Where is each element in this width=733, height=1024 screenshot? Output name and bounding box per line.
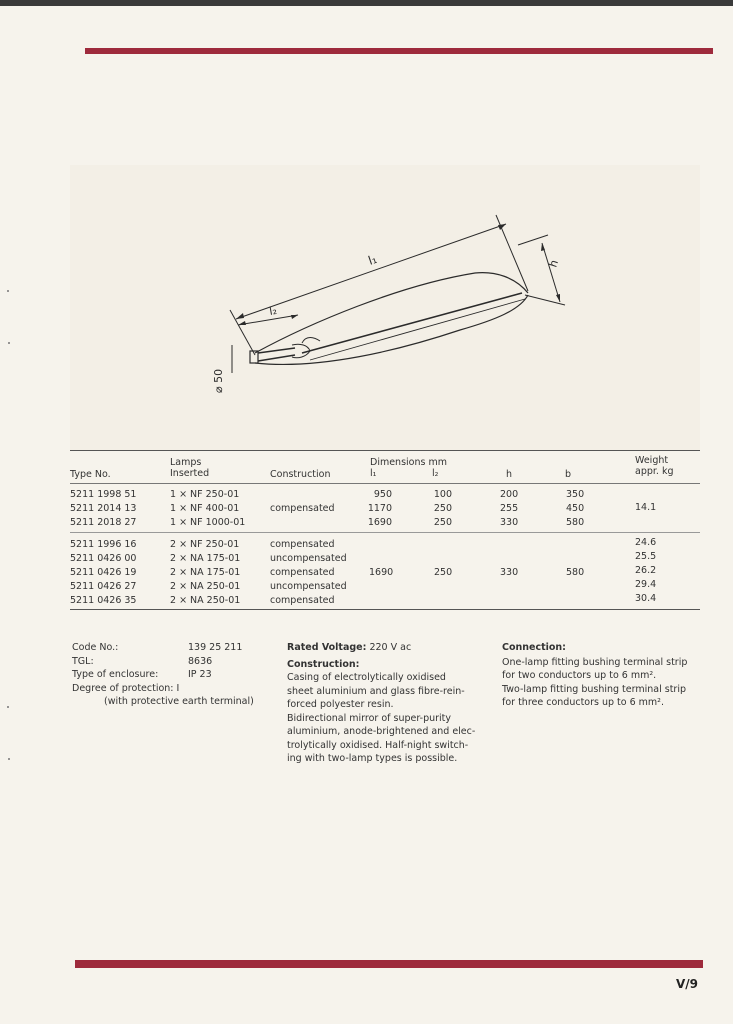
l1-cell: 1690 (369, 567, 394, 578)
construction-section (287, 641, 485, 766)
page-number: V/9 (676, 977, 699, 991)
header-type-no: Type No. (70, 469, 111, 480)
lamp-drawing-svg (70, 165, 700, 450)
dim-d-label: ⌀ 50 (212, 368, 225, 393)
table-rule-group (70, 532, 700, 533)
table-rule-bottom (70, 609, 700, 610)
construction-line: Casing of electrolytically oxidised (287, 672, 446, 683)
table-row: 5211 1998 51 (70, 489, 137, 500)
construction-line: ing with two-lamp types is possible. (287, 753, 458, 764)
b-cell: 450 (566, 503, 585, 514)
construction-cell: compensated (270, 567, 335, 578)
code-no-label: Code No.: (72, 642, 119, 653)
dim-l1-line (236, 224, 506, 319)
construction-line: aluminium, anode-brightened and elec- (287, 726, 476, 737)
table-row: 5211 0426 27 (70, 581, 137, 592)
weight-cell: 24.6 (635, 537, 657, 548)
construction-cell: compensated (270, 595, 335, 606)
enclosure-value: IP 23 (188, 669, 212, 680)
construction-cell: compensated (270, 539, 335, 550)
dim-l2-arrow-left (238, 321, 246, 325)
page-top-edge (0, 0, 733, 6)
margin-speck (8, 758, 10, 760)
lamp-body-bottom-outline (255, 295, 528, 364)
table-row: 5211 0426 00 (70, 553, 137, 564)
connection-line: Two-lamp fitting bushing terminal strip (502, 683, 687, 695)
margin-speck (7, 706, 9, 708)
b-cell: 580 (566, 567, 585, 578)
b-cell: 580 (566, 517, 585, 528)
lamp-body-inner-line (310, 299, 525, 360)
protection-label: Degree of protection: I (72, 682, 180, 694)
dim-h-arrow-top (541, 243, 545, 251)
lamp-drawing (70, 165, 700, 450)
header-dimensions: Dimensions mm (370, 457, 447, 468)
construction-line: Bidirectional mirror of super-purity (287, 712, 452, 724)
table-rule-header (70, 483, 700, 484)
h-cell: 200 (500, 489, 519, 500)
construction-cell: uncompensated (270, 553, 347, 564)
table-row: 5211 0426 35 (70, 595, 137, 606)
enclosure-label: Type of enclosure: (72, 669, 159, 680)
header-l2: l₂ (432, 468, 439, 479)
rated-voltage-label: Rated Voltage: (287, 642, 367, 653)
margin-speck (7, 290, 9, 292)
lamp-cell: 2 × NA 250-01 (170, 595, 241, 606)
weight-cell: 29.4 (635, 579, 657, 590)
dim-l2-arrow-right (291, 315, 298, 319)
dim-l2-label: l₂ (268, 303, 278, 318)
l1-cell: 1170 (367, 503, 392, 514)
dim-h-ext-top (518, 235, 548, 245)
lamp-neck (302, 338, 320, 344)
connection-section (502, 641, 702, 710)
h-cell: 330 (500, 517, 519, 528)
connection-line: One-lamp fitting bushing terminal strip (502, 656, 688, 668)
dim-l1-arrow-left (236, 313, 244, 319)
h-cell: 330 (500, 567, 519, 578)
lamp-cell: 2 × NF 250-01 (170, 539, 240, 550)
tgl-value: 8636 (188, 655, 213, 667)
weight-cell: 26.2 (635, 565, 657, 576)
construction-line: forced polyester resin. (287, 699, 394, 710)
construction-line: sheet aluminium and glass fibre-rein- (287, 685, 465, 697)
dim-l2-line (238, 315, 298, 325)
enclosure-row (72, 668, 282, 682)
lamp-body-top-outline (255, 273, 528, 353)
table-row: 5211 1996 16 (70, 539, 137, 550)
tgl-label: TGL: (72, 655, 94, 667)
lamp-cell: 1 × NF 1000-01 (170, 517, 246, 528)
code-no-row (72, 641, 282, 655)
l2-cell: 250 (433, 503, 452, 514)
header-weight-unit: appr. kg (635, 466, 674, 477)
dim-h-line (542, 243, 560, 302)
lamp-cell: 2 × NA 250-01 (170, 581, 241, 592)
connection-heading: Connection: (502, 642, 566, 653)
connection-line: for three conductors up to 6 mm². (502, 697, 665, 708)
margin-speck (8, 342, 10, 344)
construction-cell: compensated (270, 503, 335, 514)
header-construction: Construction (270, 469, 331, 480)
table-row: 5211 2014 13 (70, 503, 137, 514)
construction-line: trolytically oxidised. Half-night switch- (287, 739, 469, 751)
rated-voltage-value: 220 V ac (369, 642, 412, 653)
weight-cell: 30.4 (635, 593, 657, 604)
table-rule-top (70, 450, 700, 451)
lamp-cell: 2 × NA 175-01 (170, 553, 241, 564)
lamp-cell: 2 × NA 175-01 (170, 567, 241, 578)
construction-cell: uncompensated (270, 581, 347, 592)
construction-heading: Construction: (287, 658, 360, 670)
table-row: 5211 0426 19 (70, 567, 137, 578)
spigot-line-2 (258, 355, 295, 361)
l2-cell: 250 (433, 517, 452, 528)
header-weight: Weight (635, 455, 669, 466)
lamp-cell: 1 × NF 400-01 (170, 503, 240, 514)
weight-cell: 25.5 (635, 551, 657, 562)
lamp-cell: 1 × NF 250-01 (170, 489, 240, 500)
connection-line: for two conductors up to 6 mm². (502, 670, 657, 681)
header-b: b (565, 469, 572, 480)
dim-h-arrow-bottom (556, 294, 560, 302)
header-l1: l₁ (370, 468, 377, 479)
weight-cell: 14.1 (635, 502, 657, 513)
tgl-row (72, 655, 282, 669)
general-specs (72, 641, 282, 709)
bottom-color-band (75, 960, 703, 968)
table-row: 5211 2018 27 (70, 517, 137, 528)
l2-cell: 100 (433, 489, 452, 500)
header-inserted: Inserted (170, 468, 210, 479)
protection-note: (with protective earth terminal) (104, 696, 254, 707)
dim-h-label: h (546, 258, 562, 269)
header-h: h (506, 469, 513, 480)
l2-cell: 250 (434, 567, 453, 578)
l1-cell: 950 (373, 489, 392, 500)
l1-cell: 1690 (367, 517, 392, 528)
top-color-band (85, 48, 713, 54)
header-lamps: Lamps (170, 457, 202, 468)
code-no-value: 139 25 211 (188, 642, 243, 653)
dim-l1-label: l₁ (366, 251, 379, 268)
h-cell: 255 (500, 503, 519, 514)
b-cell: 350 (566, 489, 585, 500)
rated-voltage (287, 641, 485, 655)
